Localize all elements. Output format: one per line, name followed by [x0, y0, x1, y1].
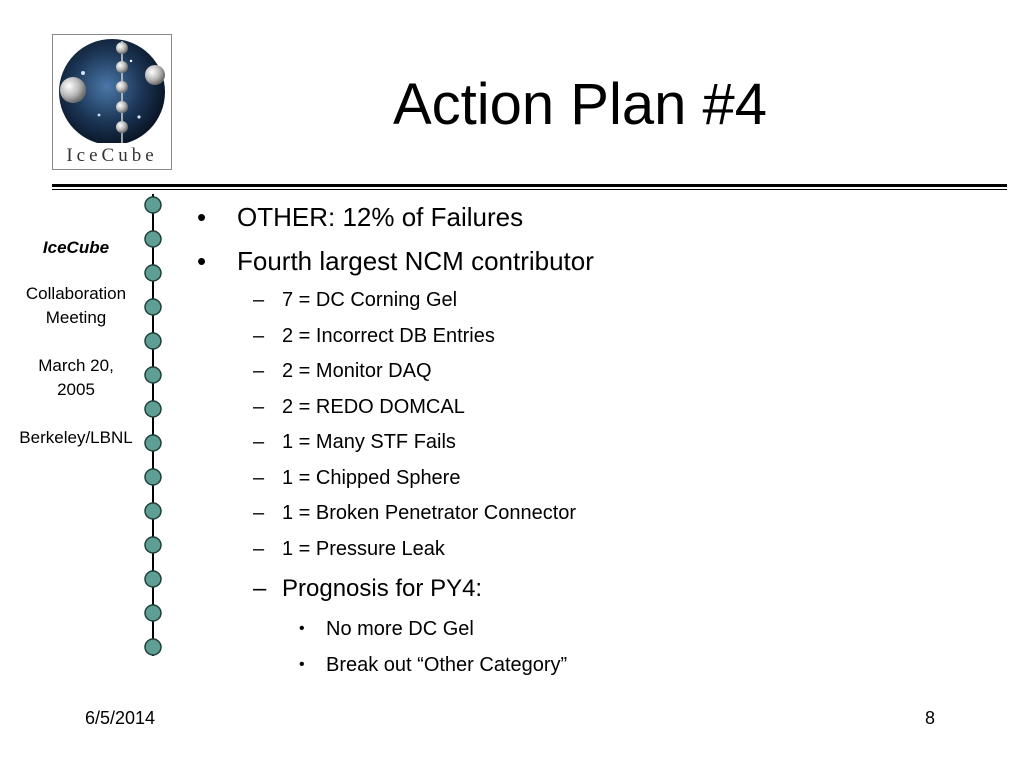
bullet-marker: • [299, 620, 305, 637]
sidebar-brand: IceCube [42, 238, 110, 257]
sub-item-text: 1 = Chipped Sphere [282, 466, 461, 489]
sub-item [197, 532, 957, 568]
bullet-item [197, 239, 957, 283]
page-number: 8 [925, 708, 936, 728]
dom-sphere-icon [145, 197, 161, 213]
bullet-marker: • [299, 656, 305, 673]
prognosis-item-text: Break out “Other Category” [326, 654, 568, 676]
dash-marker: – [253, 431, 265, 453]
sub-item-text: 2 = REDO DOMCAL [282, 395, 465, 418]
dom-sphere-icon [145, 469, 161, 485]
dom-sphere-icon [145, 571, 161, 587]
sidebar-date-line2: 2005 [57, 380, 95, 399]
sub-item [197, 425, 957, 461]
sub-item-text: 1 = Broken Penetrator Connector [282, 502, 577, 524]
prognosis-heading [197, 567, 957, 611]
dom-sphere-icon [145, 401, 161, 417]
dash-marker: – [253, 324, 265, 347]
dom-sphere-icon [145, 537, 161, 553]
dom-sphere-icon [145, 265, 161, 281]
bullet-marker: • [197, 202, 207, 232]
title-rule-thin [52, 189, 1007, 190]
dash-marker: – [253, 537, 265, 560]
prognosis-item-text: No more DC Gel [326, 618, 474, 640]
dash-marker: – [253, 466, 265, 489]
dash-marker: – [253, 395, 265, 418]
dom-sphere-icon [145, 639, 161, 655]
sub-item [197, 283, 957, 319]
sub-item-text: 1 = Pressure Leak [282, 537, 445, 560]
prognosis-heading-text: Prognosis for PY4: [282, 575, 483, 602]
dash-marker: – [253, 502, 265, 524]
sub-item [197, 496, 957, 532]
dash-marker: – [253, 289, 265, 311]
bullet-text: OTHER: 12% of Failures [237, 202, 524, 232]
logo-wordmark: IceCube [66, 145, 158, 166]
dom-sphere-icon [145, 231, 161, 247]
dom-sphere-icon [145, 435, 161, 451]
dom-string-icon [140, 190, 168, 662]
title-rule-thick [52, 184, 1007, 187]
dom-sphere-icon [145, 367, 161, 383]
sub-item-text: 2 = Monitor DAQ [282, 360, 432, 382]
prognosis-item [197, 647, 957, 683]
footer-date: 6/5/2014 [85, 708, 156, 728]
bullet-marker: • [197, 246, 207, 276]
sub-item [197, 390, 957, 426]
sub-item [197, 461, 957, 497]
bullet-text: Fourth largest NCM contributor [237, 246, 594, 276]
slide-title: Action Plan #4 [392, 72, 768, 137]
dom-sphere-icon [145, 605, 161, 621]
sub-item [197, 319, 957, 355]
prognosis-item [197, 611, 957, 647]
sidebar [0, 236, 152, 474]
sidebar-date [0, 354, 152, 402]
sidebar-date-line1: March 20, [38, 356, 114, 375]
sub-item-text: 2 = Incorrect DB Entries [282, 324, 495, 347]
dash-marker: – [253, 575, 267, 602]
sidebar-meeting-line2: Meeting [45, 308, 107, 327]
dom-sphere-icon [145, 333, 161, 349]
slide-content [197, 195, 957, 683]
sub-item [197, 354, 957, 390]
sidebar-location: Berkeley/LBNL [19, 428, 133, 447]
icecube-logo [52, 34, 172, 170]
sidebar-meeting [0, 282, 152, 330]
bullet-item [197, 195, 957, 239]
dom-sphere-icon [145, 299, 161, 315]
sidebar-meeting-line1: Collaboration [25, 284, 127, 303]
sub-item-text: 1 = Many STF Fails [282, 431, 456, 453]
dash-marker: – [253, 360, 265, 382]
icecube-logo-icon [53, 35, 171, 143]
dom-sphere-icon [145, 503, 161, 519]
sub-item-text: 7 = DC Corning Gel [282, 289, 458, 311]
